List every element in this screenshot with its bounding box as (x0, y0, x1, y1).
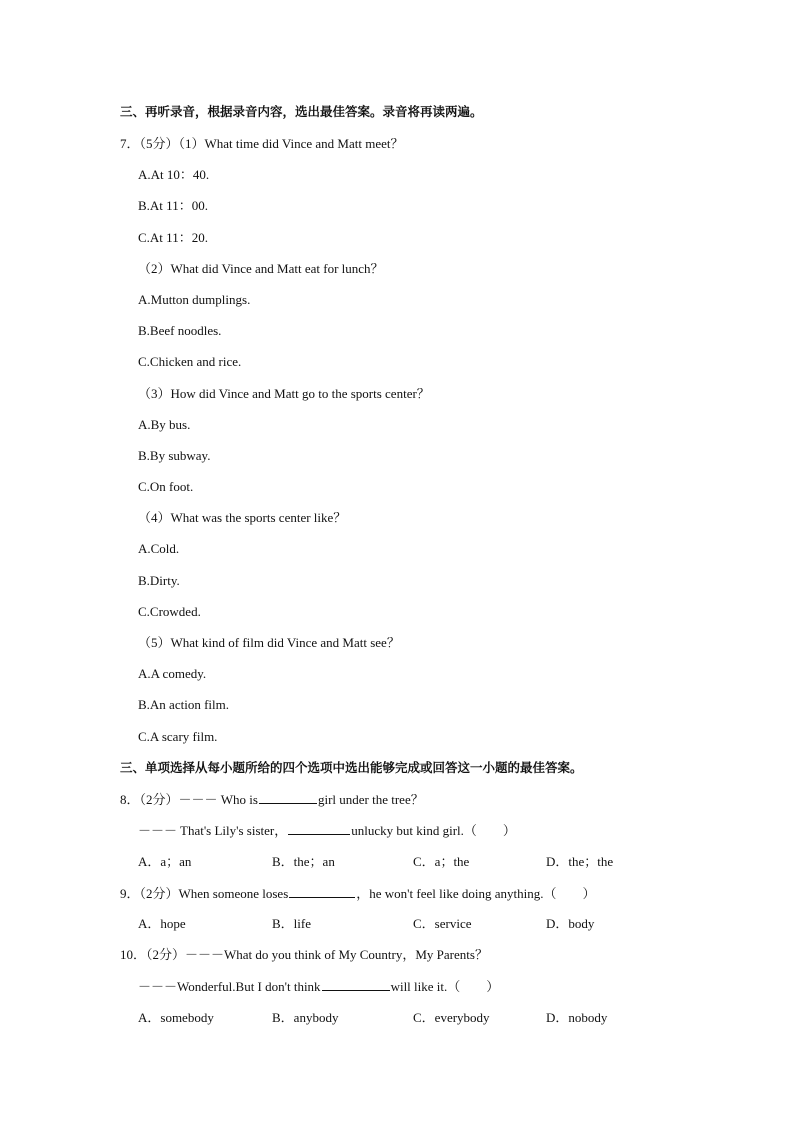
question-9-line-1 (120, 885, 794, 902)
q9-text-a: 9．（2分）When someone loses (120, 886, 289, 901)
q9-text-b: ，he won't feel like doing anything.（ ） (356, 886, 596, 901)
q7-5-option-a: A.A comedy. (138, 666, 207, 681)
q7-4-option-c: C.Crowded. (138, 604, 201, 619)
q8-text-b: girl under the tree？ (317, 792, 424, 807)
q8-blank-1 (259, 791, 317, 804)
q7-4-option-b: B.Dirty. (138, 573, 180, 588)
q9-blank (289, 885, 355, 898)
section-heading-listening: 三、再听录音，根据录音内容，选出最佳答案。录音将再读两遍。 (120, 104, 483, 119)
q7-2-option-c: C.Chicken and rice. (138, 354, 242, 369)
question-7-prefix: 7．（5分） (120, 136, 179, 151)
q8-text-c: －－－ That's Lily's sister， (138, 823, 288, 838)
question-8-line-2 (138, 822, 794, 839)
q9-option-d: D．body (546, 916, 595, 931)
q7-2-option-b: B.Beef noodles. (138, 323, 222, 338)
q8-option-a: A．a；an (138, 854, 192, 869)
q7-3-option-b: B.By subway. (138, 448, 211, 463)
q7-2-option-a: A.Mutton dumplings. (138, 292, 251, 307)
q8-blank-2 (288, 822, 350, 835)
q10-option-c: C．everybody (413, 1010, 490, 1025)
q8-option-c: C．a；the (413, 854, 470, 869)
q10-option-b: B．anybody (272, 1010, 339, 1025)
q8-text-d: unlucky but kind girl.（ ） (351, 823, 516, 838)
question-10-line-2 (138, 978, 794, 995)
q8-option-b: B．the；an (272, 854, 335, 869)
q7-1-option-a: A.At 10：40. (138, 167, 210, 182)
question-7-sub-4: （4）What was the sports center like？ (138, 510, 347, 525)
section-heading-single-choice: 三、单项选择从每小题所给的四个选项中选出能够完成或回答这一小题的最佳答案。 (120, 760, 583, 775)
q7-5-option-b: B.An action film. (138, 697, 229, 712)
q10-text-a: －－－Wonderful.But I don't think (138, 979, 321, 994)
question-7-line (120, 136, 794, 152)
q7-3-option-a: A.By bus. (138, 417, 191, 432)
question-7-sub-3: （3）How did Vince and Matt go to the sports center？ (138, 386, 430, 401)
question-7-sub-1: （1）What time did Vince and Matt meet？ (178, 136, 404, 151)
q10-blank (322, 978, 390, 991)
q9-option-a: A．hope (138, 916, 186, 931)
q7-1-option-b: B.At 11：00. (138, 198, 208, 213)
q7-4-option-a: A.Cold. (138, 541, 180, 556)
q9-option-c: C．service (413, 916, 472, 931)
q7-3-option-c: C.On foot. (138, 479, 194, 494)
question-7-sub-5: （5）What kind of film did Vince and Matt see？ (138, 635, 400, 650)
q10-text-b: will like it.（ ） (390, 979, 500, 994)
q7-5-option-c: C.A scary film. (138, 729, 218, 744)
q7-1-option-c: C.At 11：20. (138, 230, 208, 245)
q10-option-a: A．somebody (138, 1010, 214, 1025)
q8-text-a: 8．（2分）－－－ Who is (120, 792, 258, 807)
question-8-line-1 (120, 791, 794, 808)
q8-option-d: D．the；the (546, 854, 614, 869)
q10-option-d: D．nobody (546, 1010, 608, 1025)
question-10-line-1: 10．（2分）－－－What do you think of My Country，My Parents？ (120, 947, 488, 962)
question-7-sub-2: （2）What did Vince and Matt eat for lunch？ (138, 261, 384, 276)
q9-option-b: B．life (272, 916, 311, 931)
